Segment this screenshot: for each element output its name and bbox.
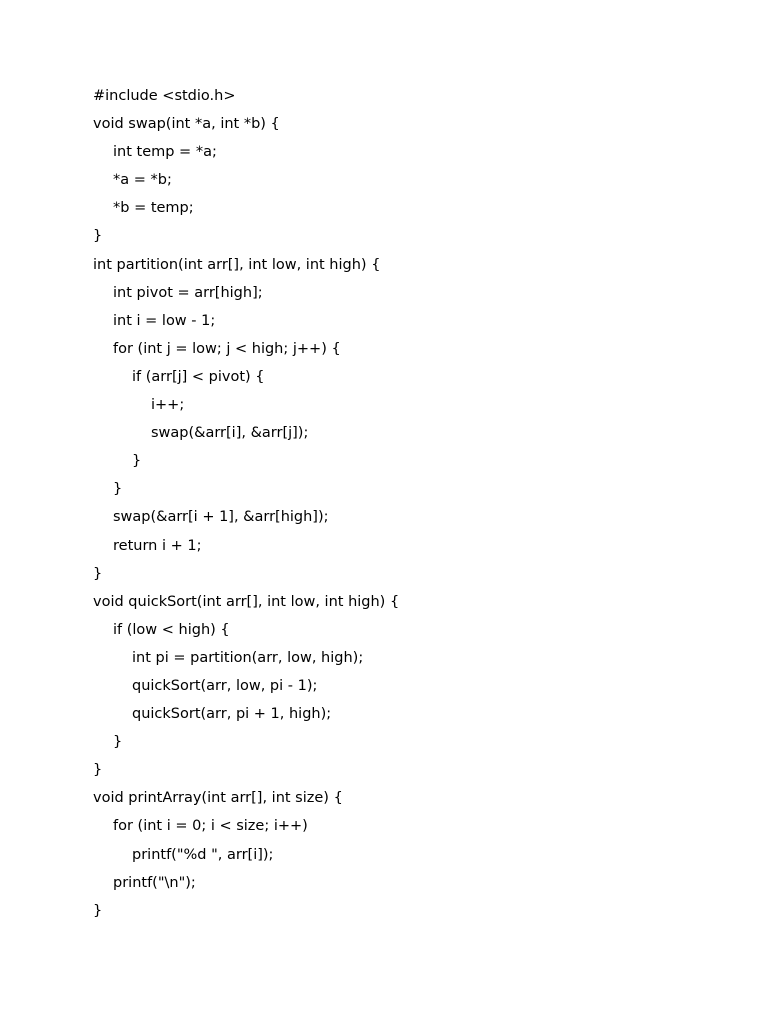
code-line: void quickSort(int arr[], int low, int high) { [93,593,400,610]
code-listing [93,82,399,925]
code-line: #include <stdio.h> [93,88,236,104]
code-line: for (int j = low; j < high; j++) { [113,340,341,357]
code-line: } [93,565,103,582]
code-line: } [93,902,103,919]
code-line: i++; [151,397,185,414]
code-line: int partition(int arr[], int low, int high) { [93,256,381,273]
code-line: int pivot = arr[high]; [113,284,263,301]
code-line: } [113,734,123,751]
code-line: int temp = *a; [113,144,217,161]
code-line: } [113,481,123,498]
code-line: swap(&arr[i + 1], &arr[high]); [113,509,329,526]
code-line: void printArray(int arr[], int size) { [93,790,343,807]
code-line: printf("\n"); [113,874,196,891]
code-line: } [93,228,103,245]
code-line: } [93,762,103,779]
code-line: void swap(int *a, int *b) { [93,116,280,133]
code-line: *a = *b; [113,172,172,189]
code-line: if (arr[j] < pivot) { [132,368,265,385]
code-line: if (low < high) { [113,621,230,638]
code-line: printf("%d ", arr[i]); [132,846,274,863]
code-line: quickSort(arr, low, pi - 1); [132,677,318,694]
code-line: for (int i = 0; i < size; i++) [113,818,308,835]
code-line: int pi = partition(arr, low, high); [132,649,364,666]
code-line: *b = temp; [113,200,194,217]
code-line: } [132,453,142,470]
code-line: return i + 1; [113,537,202,554]
code-line: quickSort(arr, pi + 1, high); [132,706,332,723]
code-line: int i = low - 1; [113,312,216,329]
code-line: swap(&arr[i], &arr[j]); [151,425,309,442]
